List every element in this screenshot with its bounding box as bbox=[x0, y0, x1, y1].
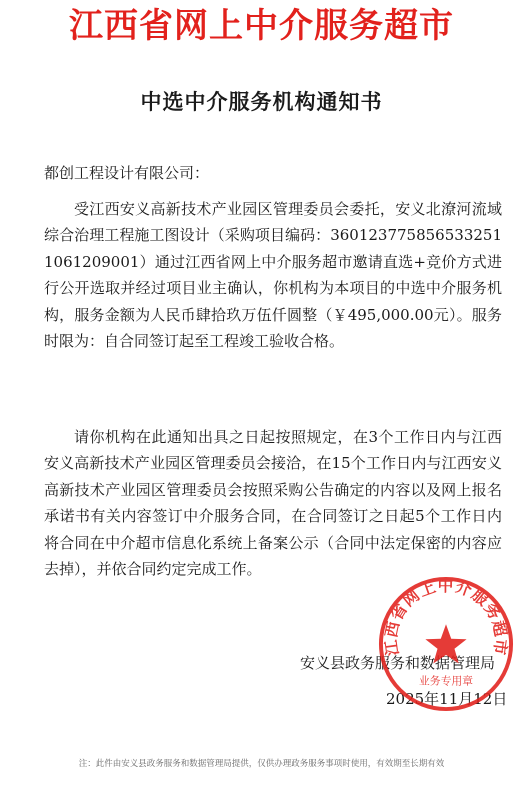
seal-star-icon bbox=[425, 624, 466, 663]
signature-organization: 安义县政务服务和数据管理局 bbox=[300, 654, 496, 672]
notice-title: 中选中介服务机构通知书 bbox=[140, 89, 383, 114]
seal-text: 江西省网上中介服务超市 bbox=[381, 575, 511, 658]
footnote: 注：此件由安义县政务服务和数据管理局提供，仅供办理政务服务事项时使用，有效期至长期有效 bbox=[78, 759, 445, 769]
signature-date: 2025年11月12日 bbox=[386, 690, 508, 708]
notice-paragraph-2: 请你机构在此通知出具之日起按照规定，在3个工作日内与江西安义高新技术产业园区管理委员会接洽，在15个工作日内与江西安义高新技术产业园区管理委员会按照采购公告确定的内容以及网上报名承诺书有关内容签订中介服务合同，在合同签订之日起5个工作日内将合同在中介超市信息化系统上备案公示（合同中法定保密的内容应去掉），并依合同约定完成工作。 bbox=[44, 428, 502, 579]
seal-subtext: 业务专用章 bbox=[418, 674, 474, 688]
official-seal-icon bbox=[377, 575, 515, 713]
addressee: 都创工程设计有限公司： bbox=[44, 164, 210, 182]
platform-header: 江西省网上中介服务超市 bbox=[69, 6, 454, 46]
notice-paragraph-1: 受江西安义高新技术产业园区管理委员会委托，安义北潦河流域综合治理工程施工图设计（采购项目编码：360123775856533251106120900​1）通过江西省网上中介服务超市邀请直选+竞价方式进行公开选取并经过项目业主确认，你机构为本项目的中选中介服务机构，服务金额为人民币肆拾玖万伍仟圆整（￥495,000.00元）。服务时限为：自合同签订起至工程竣工验收合格。 bbox=[44, 200, 502, 351]
